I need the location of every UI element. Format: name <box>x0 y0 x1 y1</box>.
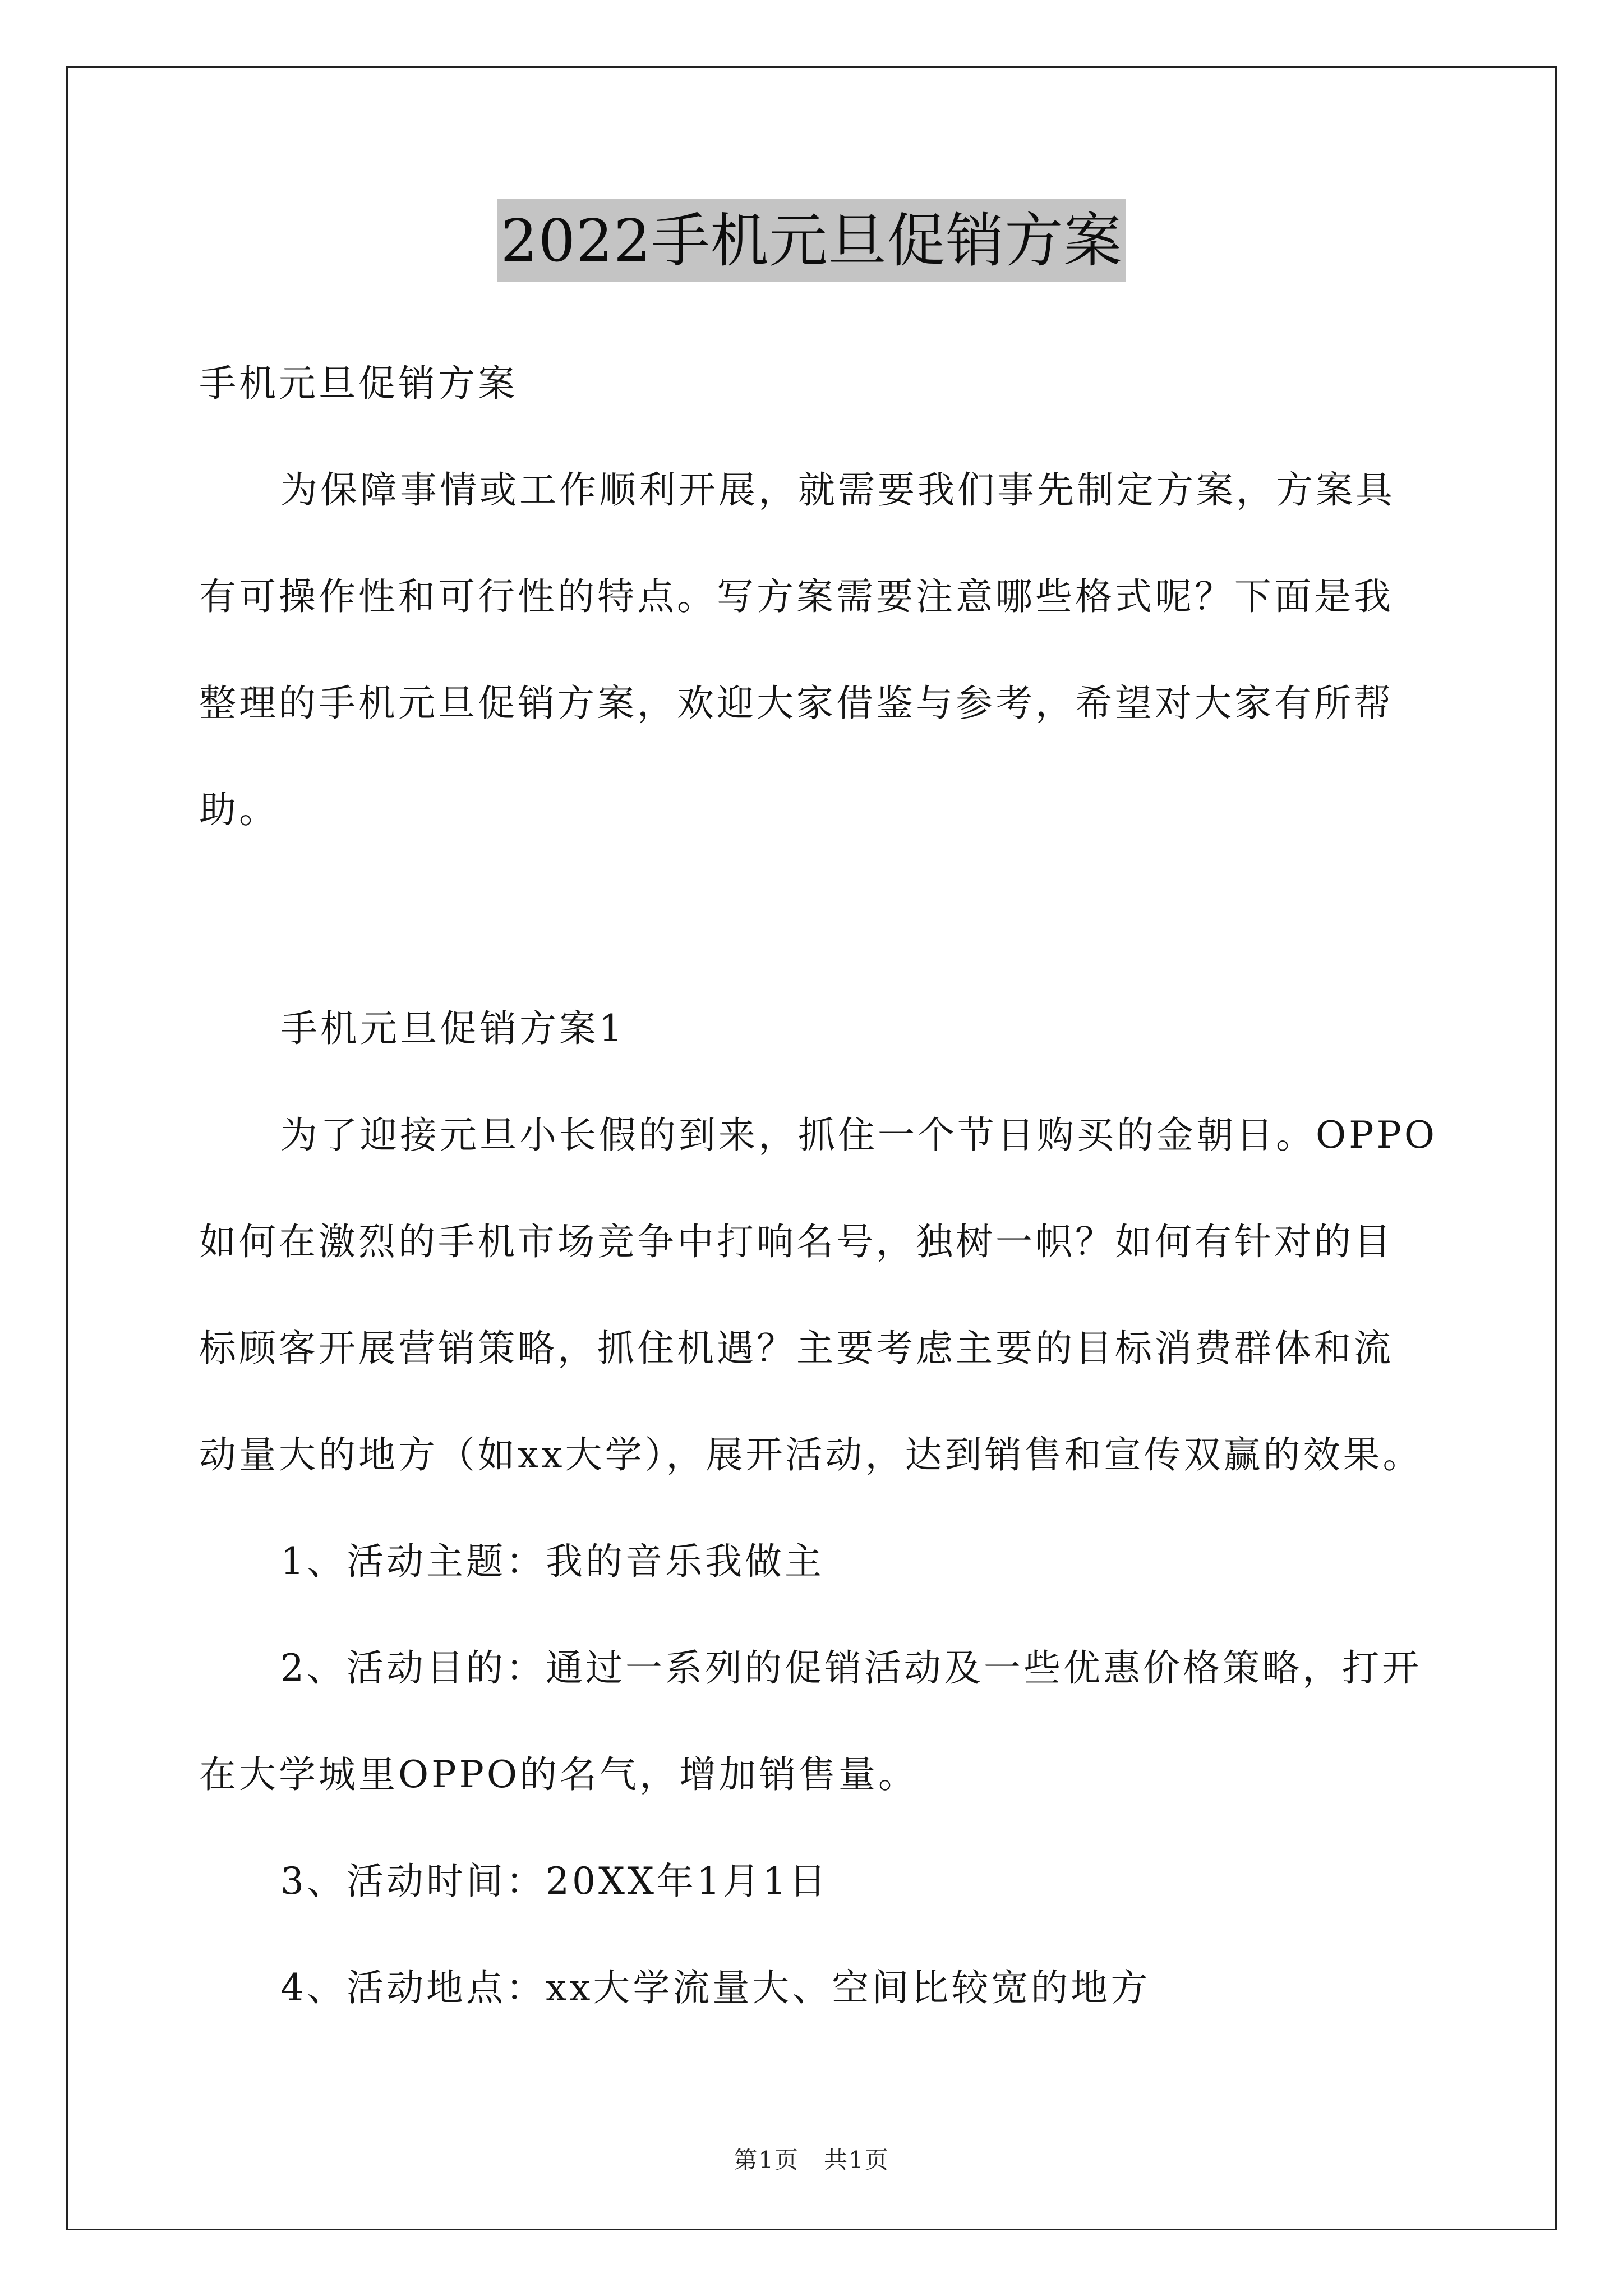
document-subtitle: 手机元旦促销方案 <box>199 362 518 405</box>
section-line-2: 如何在激烈的手机市场竞争中打响名号，独树一帜？如何有针对的目 <box>199 1220 1394 1263</box>
document-title: 2022手机元旦促销方案 <box>497 199 1126 282</box>
item-theme: 1、活动主题：我的音乐我做主 <box>280 1540 824 1583</box>
intro-line-1: 为保障事情或工作顺利开展，就需要我们事先制定方案，方案具 <box>280 468 1395 512</box>
section-heading: 手机元旦促销方案1 <box>280 1007 625 1050</box>
intro-line-3: 整理的手机元旦促销方案，欢迎大家借鉴与参考，希望对大家有所帮 <box>199 682 1394 725</box>
section-line-3: 标顾客开展营销策略，抓住机遇？主要考虑主要的目标消费群体和流 <box>199 1327 1394 1370</box>
intro-line-4: 助。 <box>199 788 279 831</box>
item-purpose: 2、活动目的：通过一系列的促销活动及一些优惠价格策略，打开 <box>280 1646 1422 1690</box>
title-wrap <box>0 199 1623 282</box>
intro-line-2: 有可操作性和可行性的特点。写方案需要注意哪些格式呢？下面是我 <box>199 575 1394 618</box>
section-line-4: 动量大的地方（如xx大学），展开活动，达到销售和宣传双赢的效果。 <box>199 1433 1423 1476</box>
item-purpose-continued: 在大学城里OPPO的名气，增加销售量。 <box>199 1753 919 1796</box>
item-location: 4、活动地点：xx大学流量大、空间比较宽的地方 <box>280 1966 1151 2009</box>
page-footer: 第1页 共1页 <box>734 2146 889 2174</box>
section-line-1: 为了迎接元旦小长假的到来，抓住一个节日购买的金朝日。OPPO <box>280 1114 1438 1157</box>
item-time: 3、活动时间：20XX年1月1日 <box>280 1860 829 1903</box>
